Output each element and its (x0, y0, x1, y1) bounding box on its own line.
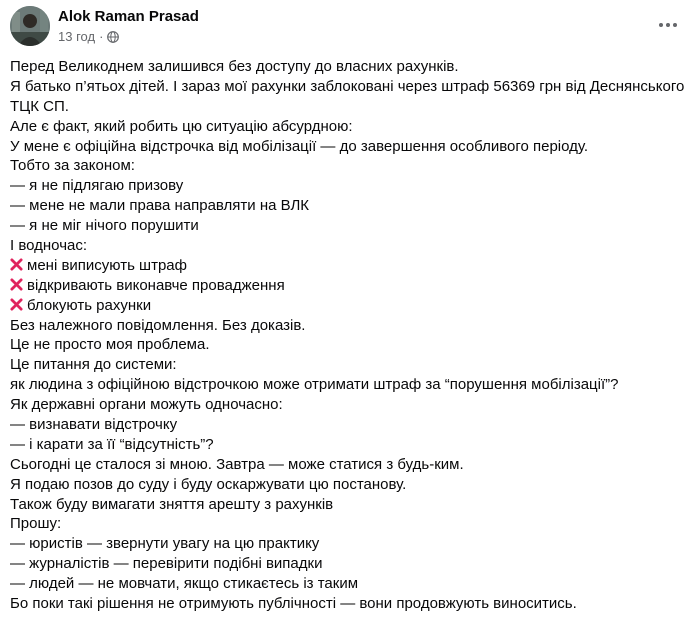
post-line-text: ТЦК СП. (10, 97, 69, 115)
post-line (10, 117, 685, 137)
post-line-text: відкривають виконавче провадження (27, 276, 285, 294)
post-line-text: — я не міг нічого порушити (10, 217, 199, 235)
post-line (10, 455, 685, 475)
post-line-text: Сьогодні це сталося зі мною. Завтра — може статися з будь-ким. (10, 455, 464, 473)
post-line (10, 415, 685, 435)
post-body (10, 57, 685, 614)
globe-icon (107, 31, 119, 43)
post-line-text: Бо поки такі рішення не отримують публічності — вони продовжують виноситись. (10, 595, 577, 613)
post-line (10, 276, 685, 296)
post-line-text: Без належного повідомлення. Без доказів. (10, 316, 306, 334)
avatar-photo (10, 6, 50, 46)
post-line (10, 176, 685, 196)
post-line-text: — людей — не мовчати, якщо стикаєтесь із таким (10, 575, 359, 593)
post-line-text: Також буду вимагати зняття арешту з рахунків (10, 495, 334, 513)
post-line-text: Прошу: (10, 515, 62, 533)
post-line (10, 137, 685, 157)
post-line (10, 316, 685, 336)
post-line-text: Я батько п’ятьох дітей. І зараз мої рахунки заблоковані через штраф 56369 грн від Деснянського (10, 77, 685, 95)
post-line (10, 534, 685, 554)
post-line-text: Я подаю позов до суду і буду оскаржувати цю постанову. (10, 475, 407, 493)
post-line-text: — журналістів — перевірити подібні випадки (10, 555, 323, 573)
post-line-text: — мене не мали права направляти на ВЛК (10, 197, 310, 215)
post-line (10, 196, 685, 216)
post-line (10, 435, 685, 455)
cross-mark-icon (10, 298, 23, 311)
post-line-text: Перед Великоднем залишився без доступу до власних рахунків. (10, 58, 459, 75)
post-line-text: блокують рахунки (27, 296, 152, 314)
post-line-text: Це не просто моя проблема. (10, 336, 210, 354)
post-line-text: У мене є офіційна відстрочка від мобілізації — до завершення особливого періоду. (10, 137, 589, 155)
post-line-text: І водночас: (10, 237, 88, 255)
post-line (10, 335, 685, 355)
post-line-text: Але є факт, який робить цю ситуацію абсурдною: (10, 117, 353, 135)
post-line-text: мені виписують штраф (27, 256, 187, 274)
post-line (10, 256, 685, 276)
post-line-text: Тобто за законом: (10, 157, 135, 175)
post-line (10, 57, 685, 77)
post-line (10, 216, 685, 236)
post-line (10, 554, 685, 574)
avatar[interactable] (10, 6, 50, 46)
post-line-text: Як державні органи можуть одночасно: (10, 396, 283, 414)
post-line (10, 355, 685, 375)
post-line-text: — я не підлягаю призову (10, 177, 184, 195)
post-header (10, 6, 683, 50)
post-line (10, 514, 685, 534)
more-options-button[interactable] (653, 10, 683, 40)
more-options-icon (658, 22, 678, 28)
meta-separator: · (99, 29, 104, 44)
post-line-text: як людина з офіційною відстрочкою може отримати штраф за “порушення мобілізації”? (10, 376, 619, 394)
post-line-text: — юристів — звернути увагу на цю практику (10, 535, 320, 553)
post-line-text: — і карати за її “відсутність”? (10, 435, 214, 453)
post-line-text: — визнавати відстрочку (10, 416, 178, 434)
author-name[interactable]: Alok Raman Prasad (58, 8, 199, 25)
post-line-text: Це питання до системи: (10, 356, 177, 374)
post-line (10, 77, 685, 97)
cross-mark-icon (10, 258, 23, 271)
post-line (10, 296, 685, 316)
post-meta (58, 29, 119, 44)
post-timestamp[interactable]: 13 год (58, 29, 96, 44)
post-line (10, 574, 685, 594)
post-line (10, 156, 685, 176)
post-line (10, 97, 685, 117)
post-line (10, 594, 685, 614)
cross-mark-icon (10, 278, 23, 291)
post-line (10, 495, 685, 515)
post-line (10, 395, 685, 415)
post-line (10, 236, 685, 256)
post-line (10, 375, 685, 395)
post-line (10, 475, 685, 495)
